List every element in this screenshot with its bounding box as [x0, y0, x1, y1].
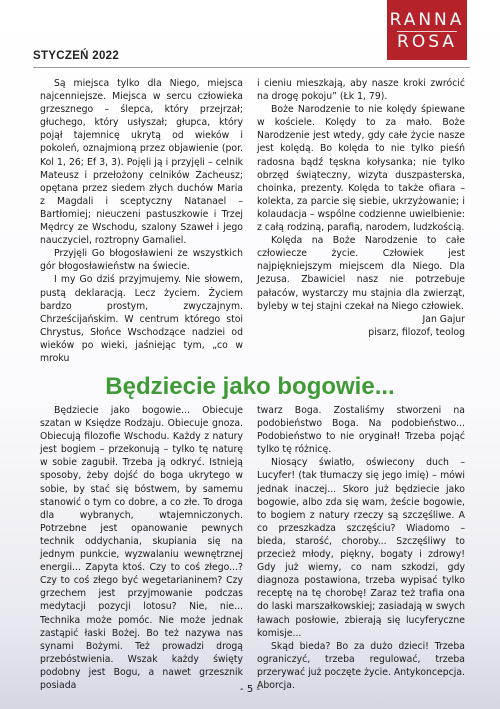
paragraph: i cieniu mieszkają, aby nasze kroki zwrócić na drogę pokoju” (Łk 1, 79). — [257, 78, 465, 103]
paragraph: twarz Boga. Zostaliśmy stworzeni na podobieństwo Boga. Na podobieństwo... Podobieństwo to nie oryginał! Trzeba pojąć tylko tę różnicę. — [257, 405, 465, 456]
paragraph: Boże Narodzenie to nie kolędy śpiewane w kościele. Kolędy to za mało. Boże Narodzenie jest wtedy, gdy całe życie nasze jest kolędą. Bo kolęda to nie tylko pieśń radosna bądź tęskna kołysanka; nie tylko obrzęd świąteczny, wizyta duszpasterska, choinka, prezenty. Kolęda to także ofiara – kolekta, za parcie się siebie, ukrzyżowanie; i kolaudacja – wspólne codzienne uwielbienie: z całą rodziną, parafią, narodem, ludzkością. — [257, 104, 465, 234]
paragraph: Będziecie jako bogowie... Obiecuje szatan w Księdze Rodzaju. Obiecuje gnoza. Obiecują filozofie Wschodu. Każdy z natury jest bogiem – przekonują – tylko tę naturę w sobie zagubił. Trzeba ją odkryć. Istnieją sposoby, żeby dojść do boga ukrytego w sobie, by stać się bóstwem, by samemu stanowić o tym co dobre, a co złe. To droga dla wybranych, wtajemniczonych. Potrzebne jest opanowanie pewnych technik oddychania, skupiania się na jednym punkcie, wyzwalaniu wewnętrznej energii... Zapyta ktoś. Czy to coś złego...? Czy to coś złego być wegetarianinem? Czy grzechem jest przyjmowanie podczas medytacji pozycji lotosu? Nie, nie... Technika może pomóc. Nie może jednak zastąpić łaski Bożej. Bo też nazywa nas synami Bożymi. Też prowadzi drogą przebóstwienia. Wszak każdy święty podobny jest Bogu, a nawet grzesznik posiada — [40, 405, 243, 691]
paragraph: Przyjęli Go błogosławieni ze wszystkich gór błogosławieństw na świecie. — [40, 248, 243, 273]
paragraph: I my Go dziś przyjmujemy. Nie słowem, pustą deklaracją. Lecz życiem. Życiem bardzo prostym, zwyczajnym. Chrześcijańskim. W centrum którego stoi Chrystus, Słońce Wschodzące nadziei od wieków po wieki, jaśniejąc tym, „co w mroku — [40, 274, 243, 364]
paragraph: Kolęda na Boże Narodzenie to całe człowiecze życie. Człowiek jest najpiękniejszym miejscem dla Niego. Dla Jezusa. Zbawiciel nasz nie potrzebuje pałaców, wystarczy mu stajnia dla zwierząt, byleby w tej stajni czekał na Niego człowiek. — [257, 235, 465, 312]
article2-title: Będziecie jako bogowie... — [105, 373, 395, 400]
logo-line-top: RANNA — [389, 10, 465, 30]
magazine-logo — [387, 0, 467, 60]
article2-column-left — [40, 404, 243, 692]
header-divider — [33, 67, 470, 68]
author-name: Jan Gajur — [422, 313, 465, 325]
article1-column-left — [40, 77, 243, 365]
article1-column-right — [257, 77, 465, 339]
author-role: pisarz, filozof, teolog — [368, 326, 465, 338]
logo-line-bottom: ROSA — [397, 32, 457, 52]
paragraph: Są miejsca tylko dla Niego, miejsca najcenniejsze. Miejsca w sercu człowieka grzesznego – ślepca, który przejrzał; głuchego, który usłyszał; głupca, który pojął tajemnicę ukrytą od wieków i pokoleń, oznajmioną przez objawienie (por. Kol 1, 26; Ef 3, 3). Pojęli ją i przyjęli – celnik Mateusz i przełożony celników Zacheusz; opętana przez siedem złych duchów Maria z Magdali i sceptyczny Natanael – Bartłomiej; nieuczeni pastuszkowie i Trzej Mędrcy ze Wschodu, szalony Szaweł i jego nauczyciel, roztropny Gamaliel. — [40, 78, 243, 247]
paragraph: Skąd bieda? Bo za dużo dzieci! Trzeba ograniczyć, trzeba regulować, trzeba przerywać już poczęte życie. Antykoncepcja. Aborcja. — [257, 640, 465, 691]
issue-date: STYCZEŃ 2022 — [33, 50, 120, 62]
page-number: - 5 - — [240, 684, 260, 695]
paragraph: Niosący światło, oświecony duch – Lucyfer! (tak tłumaczy się jego imię) – mówi jednak inaczej... Skoro już będziecie jako bogowie, albo zda się wam, żeście bogowie, to bogiem z natury rzeczy są szczęśliwe. A co przeszkadza szczęściu? Wiadomo – bieda, starość, choroby... Szczęśliwy to przecież młody, piękny, bogaty i zdrowy! Gdy już wiemy, co nam szkodzi, gdy diagnoza postawiona, trzeba wypisać tylko receptę na tę chorobę! Zaraz też trafia ona do laski marszałkowskiej; zasiadają w swych ławach posłowie, zbierają się lucyferyczne komisje... — [257, 457, 465, 639]
article2-column-right — [257, 404, 465, 692]
